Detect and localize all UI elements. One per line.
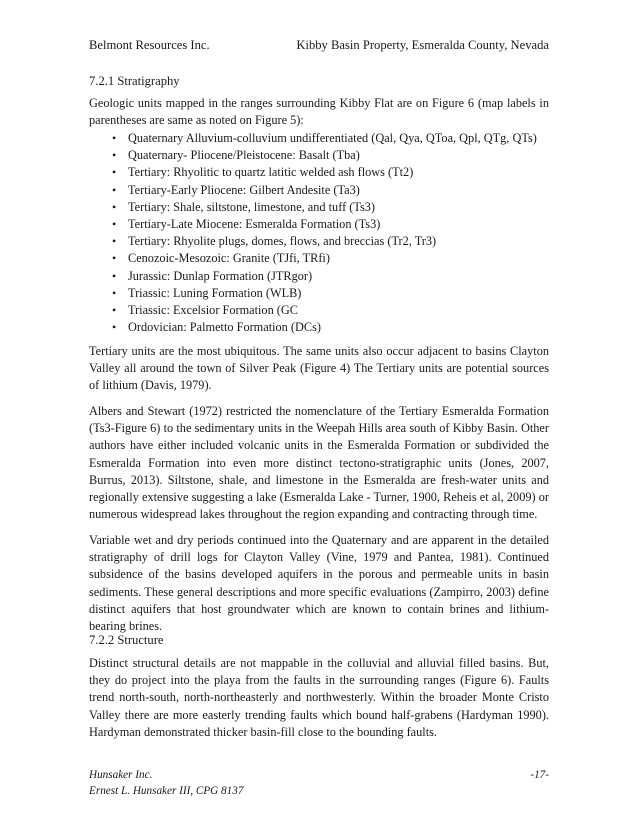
unit-list-item: • Ordovician: Palmetto Formation (DCs): [89, 319, 549, 336]
unit-list-item: • Tertiary-Early Pliocene: Gilbert Andesite (Ta3): [89, 182, 549, 199]
header-company: Belmont Resources Inc.: [89, 38, 210, 52]
section-title-stratigraphy: 7.2.1 Stratigraphy: [89, 74, 180, 88]
unit-list-item: • Quaternary Alluvium-colluvium undifferentiated (Qal, Qya, QToa, Qpl, QTg, QTs): [89, 130, 549, 147]
unit-list-item: • Tertiary: Rhyolite plugs, domes, flows, and breccias (Tr2, Tr3): [89, 233, 549, 250]
unit-list-item: • Tertiary: Shale, siltstone, limestone, and tuff (Ts3): [89, 199, 549, 216]
stratigraphy-intro: Geologic units mapped in the ranges surrounding Kibby Flat are on Figure 6 (map labels in parentheses are same as noted on Figure 5):: [89, 96, 549, 128]
unit-list-item: • Quaternary- Pliocene/Pleistocene: Basalt (Tba): [89, 147, 549, 164]
footer-page-number: -17-: [530, 769, 549, 781]
footer-company: Hunsaker Inc.: [89, 769, 153, 781]
page-header: [89, 38, 549, 53]
structure-paragraph-1: Distinct structural details are not mappable in the colluvial and alluvial filled basins. But, they do project into the playa from the faults in the surrounding ranges (Figure 6). Faults trend north-south, north-northeasterly and northwesterly. Within the broader Monte Cristo Valley there are more easterly trending faults which bound half-grabens (Hardyman 1990). Hardyman demonstrated thicker basin-fill close to the bounding faults.: [89, 656, 549, 739]
stratigraphy-paragraph-3: Variable wet and dry periods continued into the Quaternary and are apparent in the detailed stratigraphy of drill logs for Clayton Valley (Vine, 1979 and Pantea, 1981). Continued subsidence of the basins developed aquifers in the porous and permeable units in basin sediments. These general descriptions and more specific evaluations (Zampirro, 2003) define distinct aquifers that host groundwater which are known to contain brines and lithium-bearing brines.: [89, 533, 549, 634]
section-title-structure: 7.2.2 Structure: [89, 633, 164, 647]
unit-list-item: • Jurassic: Dunlap Formation (JTRgor): [89, 268, 549, 285]
stratigraphy-paragraph-1: Tertiary units are the most ubiquitous. The same units also occur adjacent to basins Clayton Valley all around the town of Silver Peak (Figure 4) The Tertiary units are potential sources of lithium (Davis, 1979).: [89, 344, 549, 393]
unit-list: [89, 130, 549, 336]
page-footer: [89, 768, 549, 799]
unit-list-item: • Cenozoic-Mesozoic: Granite (TJfi, TRfi): [89, 250, 549, 267]
header-property: Kibby Basin Property, Esmeralda County, Nevada: [296, 38, 549, 52]
unit-list-item: • Triassic: Luning Formation (WLB): [89, 285, 549, 302]
unit-list-item: • Tertiary: Rhyolitic to quartz latitic welded ash flows (Tt2): [89, 164, 549, 181]
unit-list-item: • Triassic: Excelsior Formation (GC: [89, 302, 549, 319]
stratigraphy-paragraph-2: Albers and Stewart (1972) restricted the nomenclature of the Tertiary Esmeralda Formation (Ts3-Figure 6) to the sedimentary units in the Weepah Hills area south of Kibby Basin. Other authors have either included volcanic units in the Esmeralda Formation or subdivided the Esmeralda Formation into even more distinct tectono-stratigraphic units (Jones, 2007, Burrus, 2013). Siltstone, shale, and limestone in the Esmeralda are fresh-water units and regionally extensive suggesting a lake (Esmeralda Lake - Turner, 1900, Reheis et al, 2009) or numerous widespread lakes throughout the region expanding and contracting through time.: [89, 404, 549, 522]
unit-list-item: • Tertiary-Late Miocene: Esmeralda Formation (Ts3): [89, 216, 549, 233]
footer-author: Ernest L. Hunsaker III, CPG 8137: [89, 784, 244, 797]
